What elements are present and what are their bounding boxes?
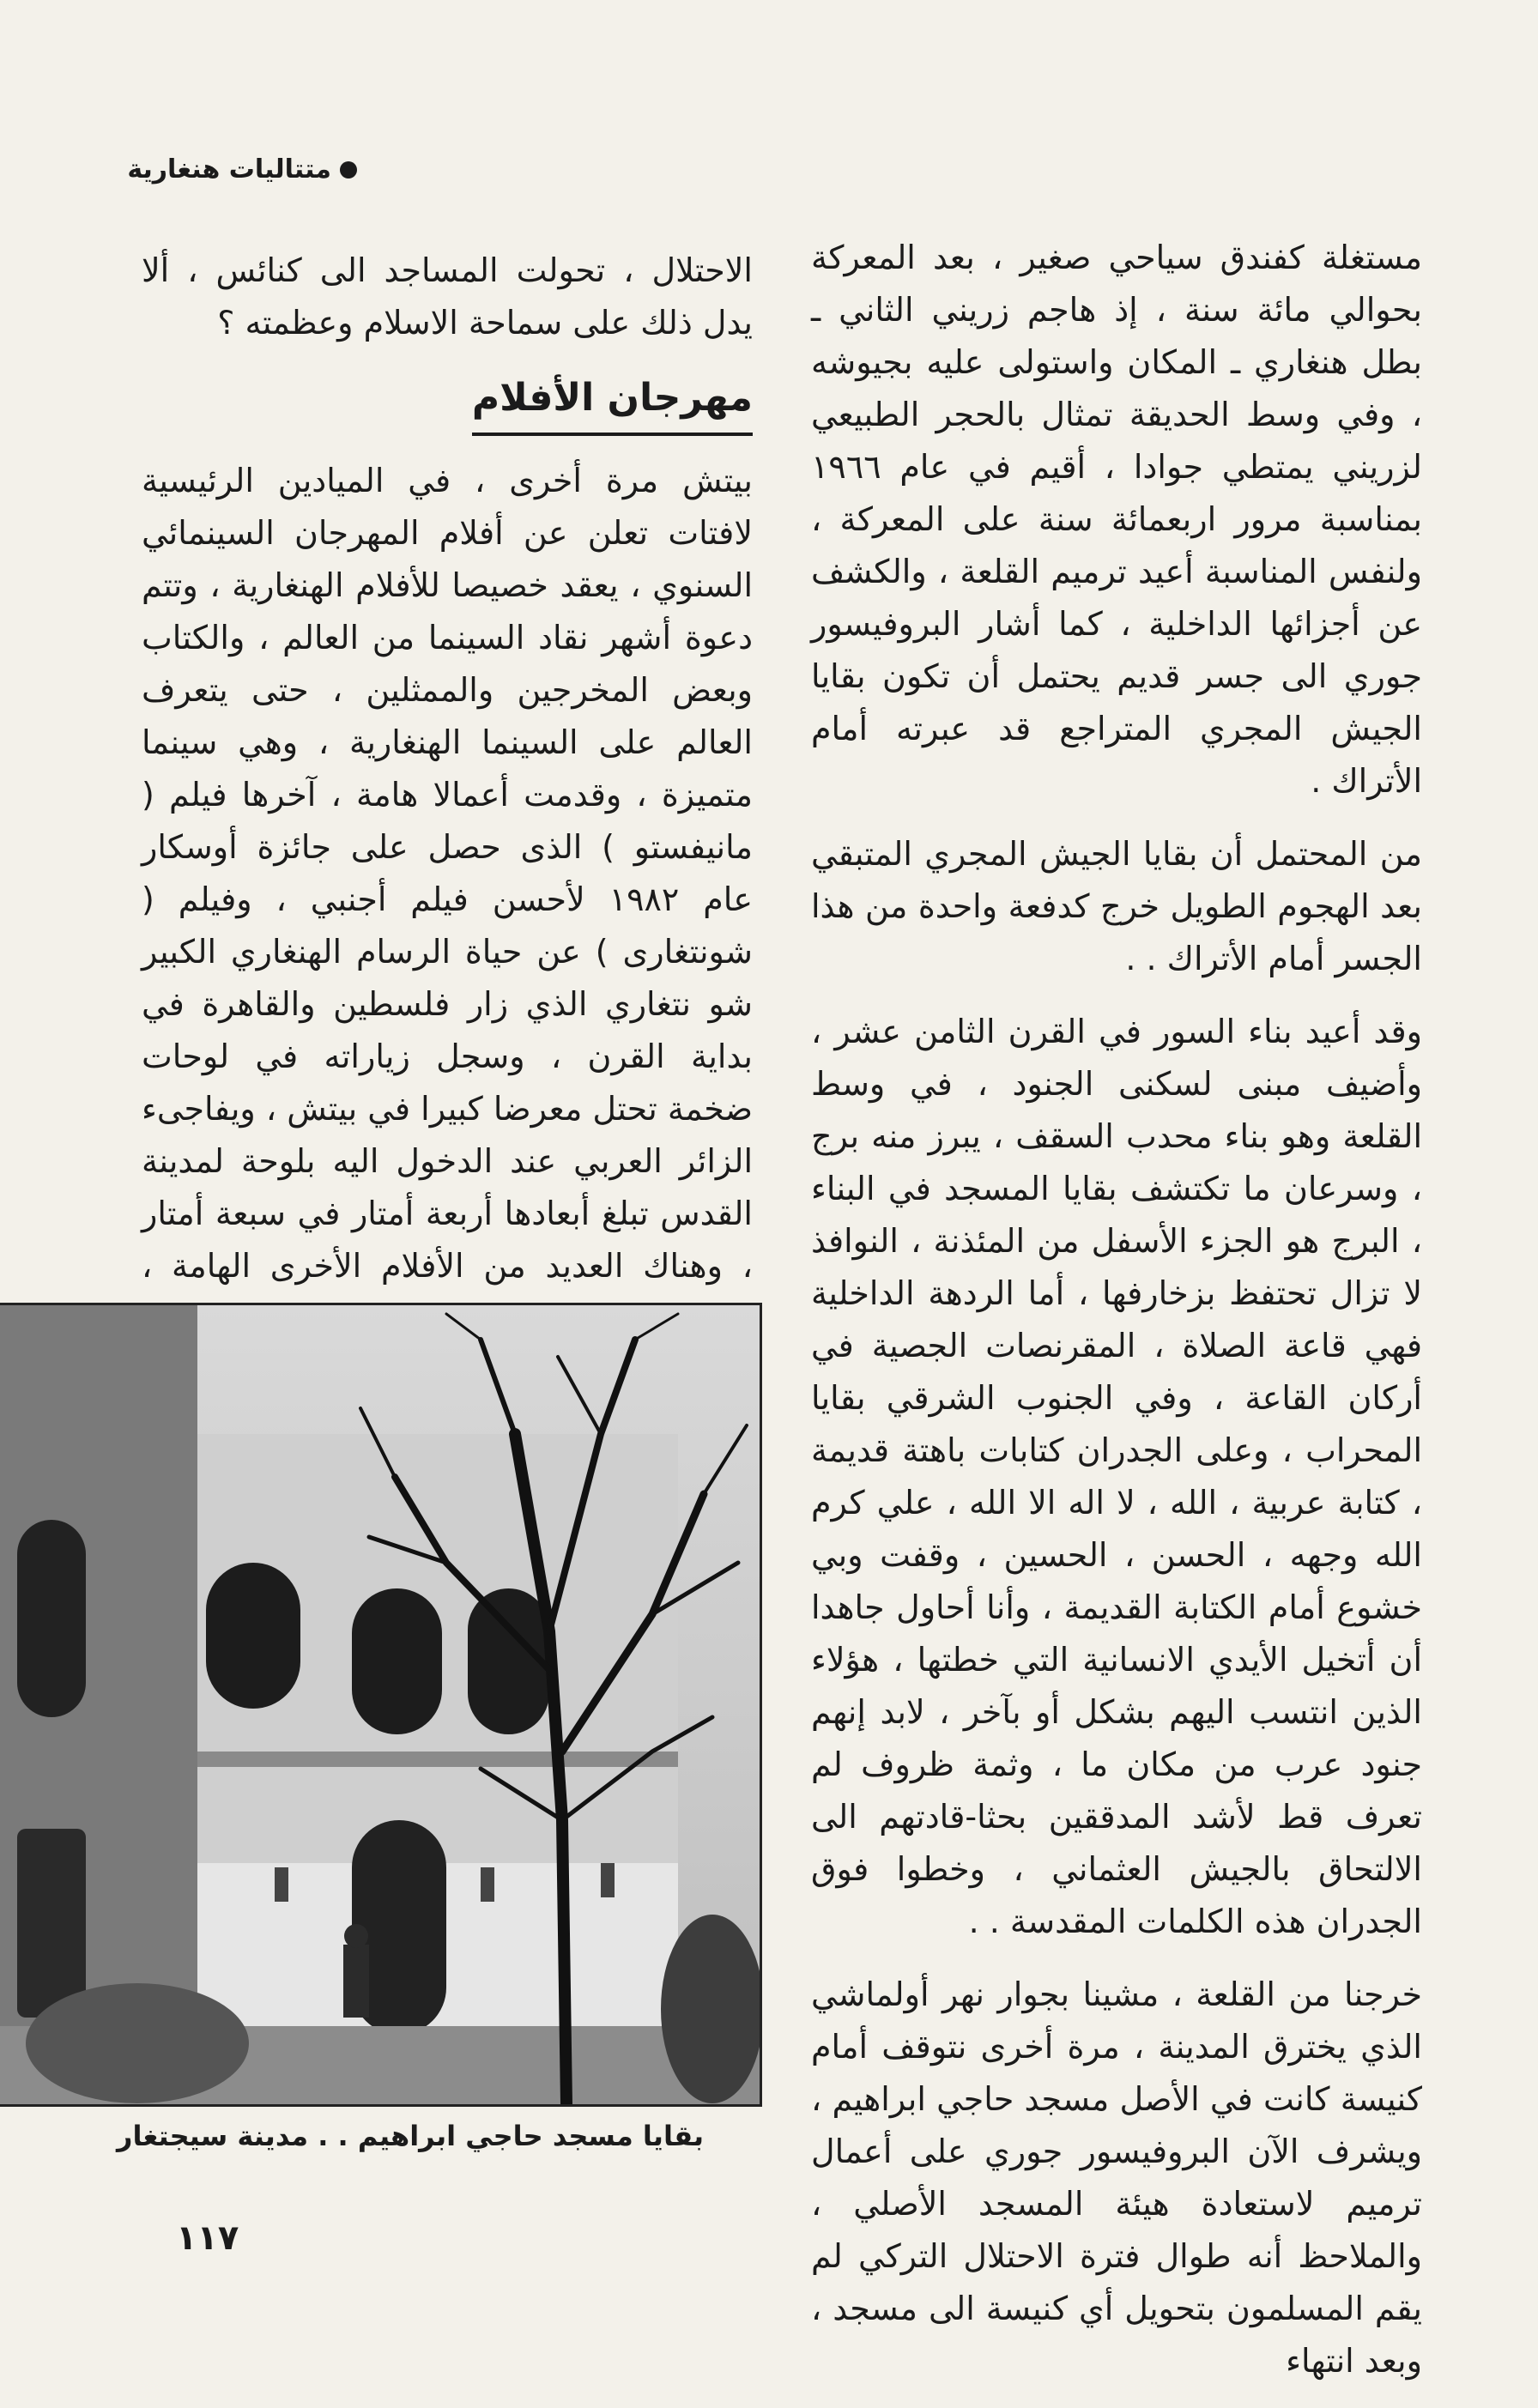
paragraph: مستغلة كفندق سياحي صغير ، بعد المعركة بحوالي مائة سنة ، إذ هاجم زريني الثاني ـ بطل هنغاري ـ المكان واستولى عليه بجيوشه ، وفي وسط الحديقة تمثال بالحجر الطبيعي لزريني يمتطي جوادا ، أقيم في عام ١٩٦٦ بمناسبة مرور اربعمائة سنة على المعركة ، ولنفس المناسبة أعيد ترميم القلعة ، والكشف عن أجزائها الداخلية ، كما أشار البروفيسور جوري الى جسر قديم يحتمل أن تكون بقايا الجيش المجري المتراجع قد عبرته أمام الأتراك .	[811, 239, 1422, 800]
right-text-column	[811, 232, 1422, 2408]
mosque-photo	[0, 1303, 762, 2107]
running-header	[127, 154, 357, 185]
caption-text: بقايا مسجد حاجي ابراهيم . . مدينة سيجتغار	[117, 2120, 704, 2152]
left-text-column	[142, 245, 753, 1365]
paragraph: وقد أعيد بناء السور في القرن الثامن عشر ، وأضيف مبنى لسكنى الجنود ، في وسط القلعة وهو بناء محدب السقف ، يبرز منه برج ، وسرعان ما تكتشف بقايا المسجد في البناء ، البرج هو الجزء الأسفل من المئذنة ، النوافذ لا تزال تحتفظ بزخارفها ، أما الردهة الداخلية فهي قاعة الصلاة ، المقرنصات الجصية في أركان القاعة ، وفي الجنوب الشرقي بقايا المحراب ، وعلى الجدران كتابات باهتة قديمة ، كتابة عربية ، الله ، لا اله الا الله ، علي كرم الله وجهه ، الحسن ، الحسين ، وقفت وبي خشوع أمام الكتابة القديمة ، وأنا أحاول جاهدا أن أتخيل الأيدي الانسانية التي خطتها ، هؤلاء الذين انتسب اليهم بشكل أو بآخر ، لابد إنهم جنود عرب من مكان ما ، وثمة ظروف لم تعرف قط لأشد المدققين بحثا-قادتهم الى الالتحاق بالجيش العثماني ، وخطوا فوق الجدران هذه الكلمات المقدسة . .	[811, 1013, 1422, 1940]
paragraph: بيتش مرة أخرى ، في الميادين الرئيسية لافتات تعلن عن أفلام المهرجان السينمائي السنوي ، يعقد خصيصا للأفلام الهنغارية ، وتتم دعوة أشهر نقاد السينما من العالم ، والكتاب وبعض المخرجين والممثلين ، حتى يتعرف العالم على السينما الهنغارية ، وهي سينما متميزة ، وقدمت أعمالا هامة ، آخرها فيلم ( مانيفستو ) الذى حصل على جائزة أوسكار عام ١٩٨٢ لأحسن فيلم أجنبي ، وفيلم ( شونتغارى ) عن حياة الرسام الهنغاري الكبير شو نتغاري الذي زار فلسطين والقاهرة في بداية القرن ، وسجل زياراته في لوحات ضخمة تحتل معرضا كبيرا في بيتش ، ويفاجىء الزائر العربي عند الدخول اليه بلوحة لمدينة القدس تبلغ أبعادها أربعة أمتار في سبعة أمتار ، وهناك العديد من الأفلام الأخرى الهامة ،	[142, 462, 754, 1285]
photo-caption	[117, 2120, 712, 2152]
section-heading: مهرجان الأفلام	[472, 372, 753, 436]
page-number: ١١٧	[176, 2218, 239, 2258]
paragraph: من المحتمل أن بقايا الجيش المجري المتبقي بعد الهجوم الطويل خرج كدفعة واحدة من هذا الجسر أمام الأتراك . .	[811, 835, 1422, 977]
bullet-icon	[340, 161, 357, 178]
paragraph: الاحتلال ، تحولت المساجد الى كنائس ، ألا يدل ذلك على سماحة الاسلام وعظمته ؟	[142, 251, 753, 342]
paragraph: خرجنا من القلعة ، مشينا بجوار نهر أولماشي الذي يخترق المدينة ، مرة أخرى نتوقف أمام كنيسة كانت في الأصل مسجد حاجي ابراهيم ، ويشرف الآن البروفيسور جوري على أعمال ترميم لاستعادة هيئة المسجد الأصلي ، والملاحظ أنه طوال فترة الاحتلال التركي لم يقم المسلمون بتحويل أي كنيسة الى مسجد ، وبعد انتهاء	[811, 1975, 1422, 2380]
section-title: متتاليات هنغارية	[127, 154, 331, 185]
mosque-photo-illustration	[0, 1305, 760, 2104]
